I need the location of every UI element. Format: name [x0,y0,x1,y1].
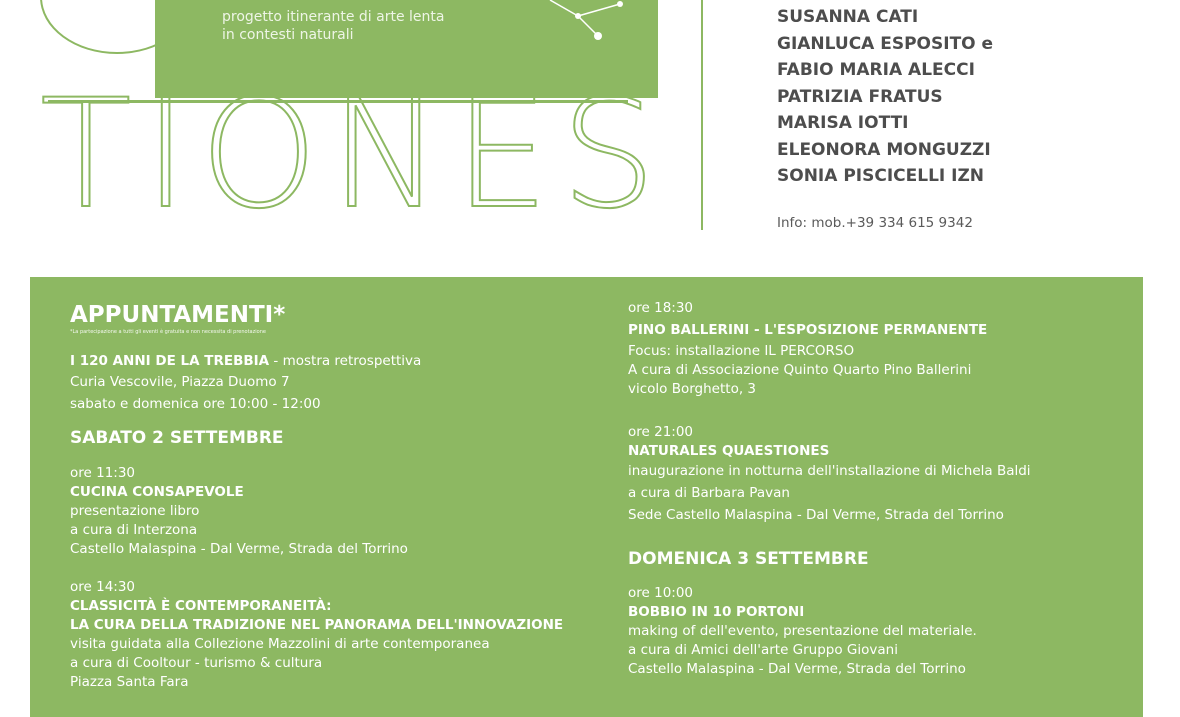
exhibit-subtitle: - mostra retrospettiva [269,353,422,369]
event-line: a cura di Cooltour - turismo & cultura [70,655,323,671]
event-item [628,423,1031,526]
exhibit-line: Curia Vescovile, Piazza Duomo 7 [70,374,290,390]
event-title: NATURALES QUAESTIONES [628,443,830,459]
artist-name: MARISA IOTTI [777,113,909,133]
artist-name: SONIA PISCICELLI IZN [777,166,985,186]
event-line: Sede Castello Malaspina - Dal Verme, Strada del Torrino [628,507,1004,523]
header-divider [701,0,703,230]
exhibit-title: I 120 ANNI DE LA TREBBIA [70,353,270,369]
constellation-icon [520,0,660,50]
event-time: ore 18:30 [628,300,694,316]
event-time: ore 11:30 [70,465,136,481]
event-title: BOBBIO IN 10 PORTONI [628,604,805,620]
contact-info: Info: mob.+39 334 615 9342 [777,215,973,231]
artist-list [777,4,993,190]
event-item [70,464,563,559]
event-time: ore 14:30 [70,579,136,595]
event-line: a cura di Amici dell'arte Gruppo Giovani [628,642,898,658]
day-heading-saturday: SABATO 2 SETTEMBRE [70,428,284,448]
event-item [70,578,563,692]
event-item [628,299,1031,399]
event-line: Castello Malaspina - Dal Verme, Strada del Torrino [70,541,408,557]
exhibit-line: sabato e domenica ore 10:00 - 12:00 [70,396,321,412]
artist-name: FABIO MARIA ALECCI [777,60,975,80]
artist-name: GIANLUCA ESPOSITO e [777,33,994,54]
artist-name: PATRIZIA FRATUS [777,86,943,107]
event-item [628,584,1031,679]
tagline-line: in contesti naturali [222,27,354,43]
event-line: inaugurazione in notturna dell'installazione di Michela Baldi [628,463,1031,479]
event-line: a cura di Barbara Pavan [628,485,790,501]
program-note: *La partecipazione a tutti gli eventi è gratuita e non necessita di prenotazione [70,329,266,335]
event-title: PINO BALLERINI - L'ESPOSIZIONE PERMANENTE [628,322,988,338]
event-title: LA CURA DELLA TRADIZIONE NEL PANORAMA DELL'INNOVAZIONE [70,617,564,633]
event-line: a cura di Interzona [70,522,198,538]
exhibit-heading [70,352,563,371]
event-line: visita guidata alla Collezione Mazzolini di arte contemporanea [70,636,490,652]
program-title: APPUNTAMENTI* [70,302,286,328]
event-time: ore 10:00 [628,585,694,601]
event-title: CUCINA CONSAPEVOLE [70,484,244,500]
day-heading-sunday: DOMENICA 3 SETTEMBRE [628,549,869,569]
event-line: vicolo Borghetto, 3 [628,381,757,397]
event-line: Castello Malaspina - Dal Verme, Strada del Torrino [628,661,966,677]
tagline-line: progetto itinerante di arte lenta [222,9,445,25]
event-line: making of dell'evento, presentazione del materiale. [628,623,977,639]
event-line: A cura di Associazione Quinto Quarto Pino Ballerini [628,362,972,378]
event-line: Focus: installazione IL PERCORSO [628,343,855,359]
program-panel [30,277,1143,717]
logo-word: TIONES [40,68,669,242]
tagline [222,8,444,44]
program-right-column [628,299,1031,679]
event-time: ore 21:00 [628,424,694,440]
event-line: presentazione libro [70,503,200,519]
event-line: Piazza Santa Fara [70,674,189,690]
event-title: CLASSICITÀ È CONTEMPORANEITÀ: [70,598,332,614]
artist-name: ELEONORA MONGUZZI [777,139,991,160]
artist-name: SUSANNA CATI [777,7,919,27]
program-left-column [70,301,563,692]
